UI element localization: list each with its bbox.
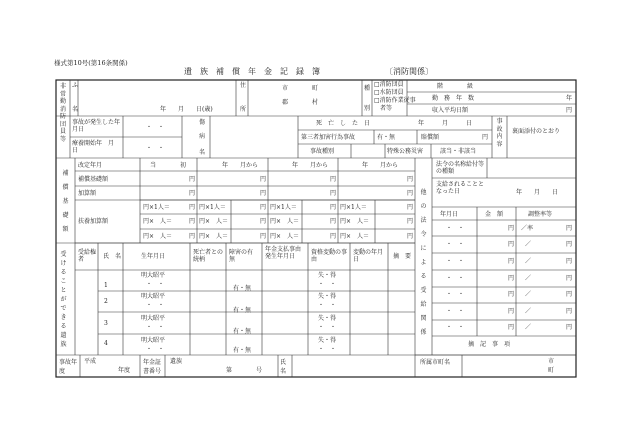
page-title: 遺 族 補 償 年 金 記 録 簿 — [184, 67, 320, 76]
survivor-status: 失・得 — [318, 337, 337, 344]
statute-row-amount: 円 — [508, 258, 515, 265]
survivors-header: 資格変動の事由 — [311, 249, 348, 263]
formula-cell: 円×1人＝ — [270, 204, 297, 211]
statute-row-rate-yen: 円 — [566, 225, 573, 232]
formula-cell: 円× 人＝ — [199, 233, 229, 240]
statute-row-date: ・ ・ — [446, 225, 465, 232]
survivors-header: 障害の有 無 — [229, 249, 260, 263]
type-label-2: 別 — [364, 105, 371, 112]
revision-initial: 当 初 — [150, 162, 187, 169]
formula-yen: 円 — [330, 218, 337, 225]
statute-row-date: ・ ・ — [446, 308, 465, 315]
statute-row-rate: ／ — [525, 308, 532, 315]
formula-yen: 円 — [407, 233, 414, 240]
service-years-label: 勤 務 年 数 — [432, 95, 475, 102]
statute-side-label: 他の法令による受給関係 — [420, 189, 427, 336]
formula-cell: 円×1人＝ — [199, 204, 226, 211]
birth-date: 年 月 日(歳) — [160, 106, 213, 113]
certificate-label: 年金証書番号 — [143, 359, 162, 375]
revision-from-3: 年 月から — [362, 162, 399, 169]
statute-row-rate-yen: 円 — [566, 291, 573, 298]
formula-cell: 円×1人＝ — [340, 204, 367, 211]
basis-row-label: 加算額 — [78, 190, 97, 197]
type-option: □消防作業従事 — [374, 97, 416, 104]
accident-type-label: 事故種別 — [310, 148, 335, 155]
survivor-birth-dots: ・ ・ — [146, 324, 165, 331]
formula-cell: 円× 人＝ — [143, 218, 173, 225]
class-label: 階 級 — [437, 83, 474, 90]
basis-side-label: 補償基礎額 — [62, 170, 69, 233]
compensation-label: 賠償額 — [421, 134, 440, 141]
statute-row-amount: 円 — [508, 275, 515, 282]
survivor-birth-dots: ・ ・ — [146, 346, 165, 353]
formula-cell: 円× 人＝ — [340, 233, 370, 240]
accident-content-label: 事故内容 — [496, 118, 503, 148]
survivor-disability: 有・無 — [233, 307, 252, 314]
statute-row-rate-yen: 円 — [566, 241, 573, 248]
statute-row-rate: ／ — [525, 324, 532, 331]
basis-row-label: 補償基礎額 — [78, 176, 109, 183]
kana-label: ふ — [72, 82, 79, 89]
yen-cell: 円 — [260, 190, 267, 197]
survivor-era: 明大昭平 — [141, 272, 166, 279]
survivor-status: 失・得 — [318, 293, 337, 300]
yen-cell: 円 — [330, 190, 337, 197]
form-number: 様式第10号(第16条関係) — [54, 59, 128, 67]
statute-row-rate-yen: 円 — [566, 324, 573, 331]
statute-row-rate-yen: 円 — [566, 258, 573, 265]
statute-row-rate: ／ — [525, 241, 532, 248]
treatment-start-value: ・ ・ — [146, 145, 165, 152]
statute-row-amount: 円 — [508, 241, 515, 248]
statute-row-rate: ／ — [525, 275, 532, 282]
address-label-2: 所 — [240, 106, 247, 113]
third-party-yes-no: 有・無 — [377, 134, 396, 141]
treatment-start-label: 療養開始年 月 日 — [72, 140, 121, 154]
third-party-label: 第三者加害行為事故 — [301, 134, 356, 141]
yen-cell: 円 — [407, 190, 414, 197]
daily-income-unit: 円 — [566, 107, 573, 114]
injury-label: 名 — [199, 149, 206, 156]
statute-row-date: ・ ・ — [446, 324, 465, 331]
statute-row-date: ・ ・ — [446, 275, 465, 282]
address-county: 郡 村 — [282, 99, 319, 106]
statute-row-rate: ／ — [525, 258, 532, 265]
survivor-number: 3 — [104, 320, 108, 327]
formula-yen: 円 — [189, 233, 196, 240]
survivor-disability: 有・無 — [233, 328, 252, 335]
statute-row-date: ・ ・ — [446, 241, 465, 248]
survivor-era: 明大昭平 — [141, 337, 166, 344]
statute-row-rate: ／ — [525, 291, 532, 298]
compensation-yen: 円 — [482, 134, 489, 141]
formula-yen: 円 — [330, 204, 337, 211]
survivors-header: 受給権者 — [78, 249, 97, 263]
formula-cell: 円× 人＝ — [270, 218, 300, 225]
statute-rate-header: 調整率等 — [528, 211, 553, 218]
accident-date-value: ・ ・ — [146, 124, 165, 131]
statute-row-amount: 円 — [508, 225, 515, 232]
formula-cell: 円× 人＝ — [143, 233, 173, 240]
statute-row-amount: 円 — [508, 324, 515, 331]
formula-yen: 円 — [189, 218, 196, 225]
statute-amount-header: 金 額 — [485, 211, 504, 218]
formula-yen: 円 — [260, 233, 267, 240]
type-option: □水防団員 — [374, 89, 404, 96]
revision-from-2: 年 月から — [292, 162, 329, 169]
survivor-change-dots: ・ ・ — [318, 302, 337, 309]
special-disaster-label: 特殊公務災害 — [387, 148, 424, 155]
survivors-header: 変動の年月日 — [353, 249, 384, 263]
survivor-era: 明大昭平 — [141, 293, 166, 300]
address-city: 市 町 — [282, 85, 319, 92]
statute-start-value: 年 月 日 — [516, 189, 559, 196]
formula-yen: 円 — [407, 204, 414, 211]
daily-income-label: 収入平均日額 — [432, 107, 469, 114]
survivor-status: 失・得 — [318, 315, 337, 322]
formula-yen: 円 — [407, 218, 414, 225]
yen-cell: 円 — [189, 176, 196, 183]
survivor-number: 4 — [104, 340, 108, 347]
name-label: 名 — [72, 106, 79, 113]
footer-name-label: 氏名 — [280, 359, 287, 375]
municipality-city: 市 — [548, 358, 555, 365]
formula-yen: 円 — [260, 204, 267, 211]
survivor-disability: 有・無 — [233, 285, 252, 292]
survivors-header: 死亡者との続柄 — [193, 249, 224, 263]
statute-name-label: 法令の名称給付等の種類 — [436, 161, 485, 175]
certificate-survivor: 遺族 — [170, 358, 183, 365]
survivor-birth-dots: ・ ・ — [146, 281, 165, 288]
statute-row-date: ・ ・ — [446, 258, 465, 265]
municipality-label: 所属市町名 — [420, 359, 451, 366]
survivor-number: 2 — [104, 298, 108, 305]
notes-label: 摘 記 事 項 — [468, 341, 511, 348]
formula-cell: 円× 人＝ — [270, 233, 300, 240]
accident-attach-note: 裏面添付のとおり — [512, 128, 561, 135]
survivor-birth-dots: ・ ・ — [146, 302, 165, 309]
injury-label: 傷 — [199, 119, 206, 126]
municipality-town: 町 — [548, 367, 555, 374]
formula-cell: 円× 人＝ — [340, 218, 370, 225]
yen-cell: 円 — [407, 176, 414, 183]
address-label-1: 住 — [240, 82, 247, 89]
survivor-disability: 有・無 — [233, 347, 252, 354]
survivors-header: 年金支払事由発生年月日 — [265, 246, 302, 260]
revision-label: 改定年月 — [78, 162, 103, 169]
formula-yen: 円 — [330, 233, 337, 240]
survivors-header: 氏 名 — [103, 253, 122, 260]
statute-row-amount: 円 — [508, 308, 515, 315]
survivor-change-dots: ・ ・ — [318, 346, 337, 353]
survivors-header: 摘 要 — [393, 253, 412, 260]
statute-row-rate-yen: 円 — [566, 308, 573, 315]
survivor-change-dots: ・ ・ — [318, 324, 337, 331]
yen-cell: 円 — [330, 176, 337, 183]
survivor-status: 失・得 — [318, 272, 337, 279]
survivor-era: 明大昭平 — [141, 315, 166, 322]
revision-from-1: 年 月から — [222, 162, 259, 169]
statute-row-date: ・ ・ — [446, 291, 465, 298]
accident-year-era: 平成 — [84, 358, 97, 365]
type-option: □消防団員 — [374, 81, 404, 88]
death-date-value: 年 月 日 — [418, 120, 473, 127]
injury-label: 病 — [199, 133, 206, 140]
yen-cell: 円 — [260, 176, 267, 183]
affiliation-label: 非常勤消防団員等 — [59, 83, 66, 143]
service-years-unit: 年 — [566, 95, 573, 102]
type-option: 者等 — [374, 105, 393, 112]
statute-period-header: 年月日 — [440, 211, 459, 218]
basis-row-label: 扶養加算額 — [78, 218, 109, 225]
formula-yen: 円 — [260, 218, 267, 225]
survivors-side-label: 受けることができる遺族 — [60, 251, 67, 348]
formula-cell: 円×1人＝ — [143, 204, 170, 211]
accident-year-unit: 年度 — [118, 367, 131, 374]
certificate-number: 第 号 — [226, 367, 263, 374]
accident-year-label: 事故年度 — [59, 359, 78, 375]
survivor-number: 1 — [104, 282, 108, 289]
statute-start-label: 支給されることとなった日 — [436, 181, 485, 195]
type-label-1: 種 — [364, 85, 371, 92]
statute-row-rate: ／率 — [521, 225, 534, 232]
survivor-change-dots: ・ ・ — [318, 281, 337, 288]
special-disaster-value: 該当・非該当 — [440, 148, 477, 155]
death-date-label: 死 亡 し た 日 — [316, 120, 371, 127]
statute-row-rate-yen: 円 — [566, 275, 573, 282]
formula-cell: 円× 人＝ — [199, 218, 229, 225]
yen-cell: 円 — [189, 190, 196, 197]
accident-date-label: 事故が発生した年月日 — [72, 119, 121, 133]
statute-row-amount: 円 — [508, 291, 515, 298]
survivors-header: 生年月日 — [141, 253, 166, 260]
page-title-suffix: 〔消防関係〕 — [385, 67, 433, 76]
formula-yen: 円 — [189, 204, 196, 211]
